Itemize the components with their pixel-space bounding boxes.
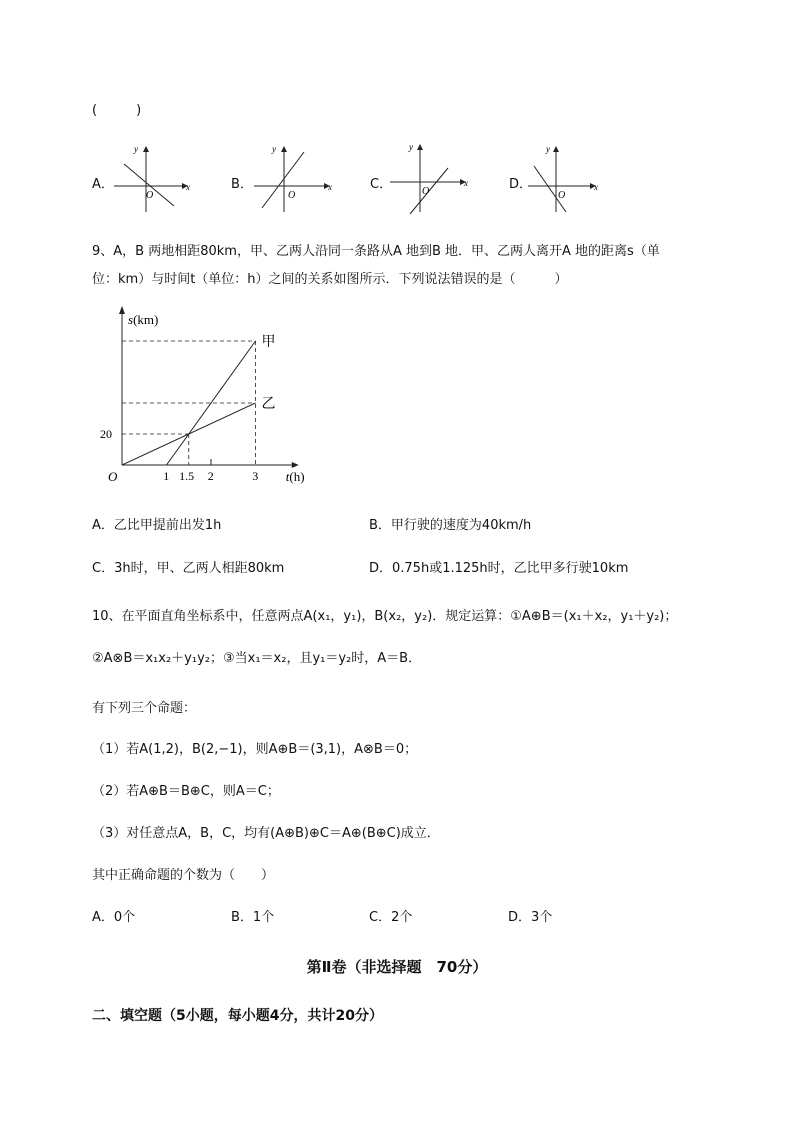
x-tick-label-1: 1 (163, 469, 170, 483)
q10-proposition-3: （3）对任意点A，B，C，均有(A⊕B)⊕C＝A⊕(B⊕C)成立． (92, 826, 440, 841)
y-axis-arrow (143, 146, 149, 152)
y-axis-arrow (417, 144, 423, 150)
x-tick-label-2: 2 (207, 469, 214, 483)
q8-option-b-graph (252, 144, 336, 214)
x-label: x (328, 182, 332, 192)
origin-label: O (422, 186, 430, 197)
origin-label: O (288, 190, 296, 201)
function-line (534, 166, 566, 212)
q10-proposition-2: （2）若A⊕B＝B⊕C，则A＝C； (92, 784, 280, 799)
q10-stem-line2: ②A⊗B＝x₁x₂＋y₁y₂；③当x₁＝x₂，且y₁＝y₂时，A＝B． (92, 651, 422, 666)
y-label: y (546, 144, 550, 154)
q9-option-a: A．乙比甲提前出发1h (92, 518, 222, 533)
x-label: x (464, 178, 468, 188)
x-axis-arrow (292, 462, 299, 468)
q10-option-b: B．1个 (231, 910, 275, 925)
series-label-yi: 乙 (261, 397, 276, 412)
origin-label: O (146, 190, 154, 201)
q10-option-a: A．0个 (92, 910, 136, 925)
q8-option-d-label: D． (509, 177, 533, 192)
q9-option-b: B．甲行驶的速度为40km/h (369, 518, 532, 533)
y-axis-label: s(km) (128, 312, 159, 327)
q8-option-a-label: A． (92, 177, 114, 192)
q9-option-c: C．3h时，甲、乙两人相距80km (92, 561, 285, 576)
y-tick-label-20: 20 (100, 427, 112, 441)
y-axis-arrow (119, 306, 125, 314)
q8-option-c-graph (388, 142, 472, 216)
x-label: x (594, 182, 598, 192)
q8-option-b-label: B． (231, 177, 253, 192)
section-title: 第Ⅱ卷（非选择题 70分） (306, 958, 488, 976)
q10-question: 其中正确命题的个数为（ ） (92, 868, 275, 883)
q10-option-d: D．3个 (508, 910, 553, 925)
q9-option-d: D．0.75h或1.125h时，乙比甲多行驶10km (369, 561, 629, 576)
q10-stem-line1: 10、在平面直角坐标系中，任意两点A(x₁，y₁)，B(x₂，y₂)．规定运算：①A⊕B＝(x₁＋x₂，y₁＋y₂)； (92, 609, 678, 624)
x-tick-label-1-5: 1.5 (179, 469, 195, 483)
function-line (262, 152, 304, 208)
x-label: x (186, 182, 190, 192)
section-subtitle: 二、填空题（5小题，每小题4分，共计20分） (92, 1008, 383, 1024)
y-label: y (409, 142, 413, 152)
q9-stem-line1: 9、A，B 两地相距80km，甲、乙两人沿同一条路从A 地到B 地．甲、乙两人离开A 地的距离s（单 (92, 244, 660, 259)
q10-option-c: C．2个 (369, 910, 413, 925)
x-axis-label: t(h) (285, 469, 305, 484)
q8-option-a-graph (112, 144, 192, 214)
y-label: y (272, 144, 276, 154)
y-axis-arrow (553, 146, 559, 152)
origin-label: O (108, 469, 118, 484)
origin-label: O (558, 190, 566, 201)
q8-option-c-label: C． (370, 177, 393, 192)
q10-intro: 有下列三个命题： (92, 701, 197, 716)
q8-bracket: ( ) (92, 103, 142, 118)
q8-option-d-graph (526, 144, 606, 214)
series-label-jia: 甲 (261, 335, 276, 350)
y-axis-arrow (281, 146, 287, 152)
q9-chart (92, 300, 312, 495)
q10-proposition-1: （1）若A(1,2)，B(2,−1)，则A⊕B＝(3,1)，A⊗B＝0； (92, 742, 418, 757)
q9-stem-line2: 位：km）与时间t（单位：h）之间的关系如图所示．下列说法错误的是（ ） (92, 272, 568, 287)
y-label: y (134, 144, 138, 154)
x-tick-label-3: 3 (252, 469, 259, 483)
